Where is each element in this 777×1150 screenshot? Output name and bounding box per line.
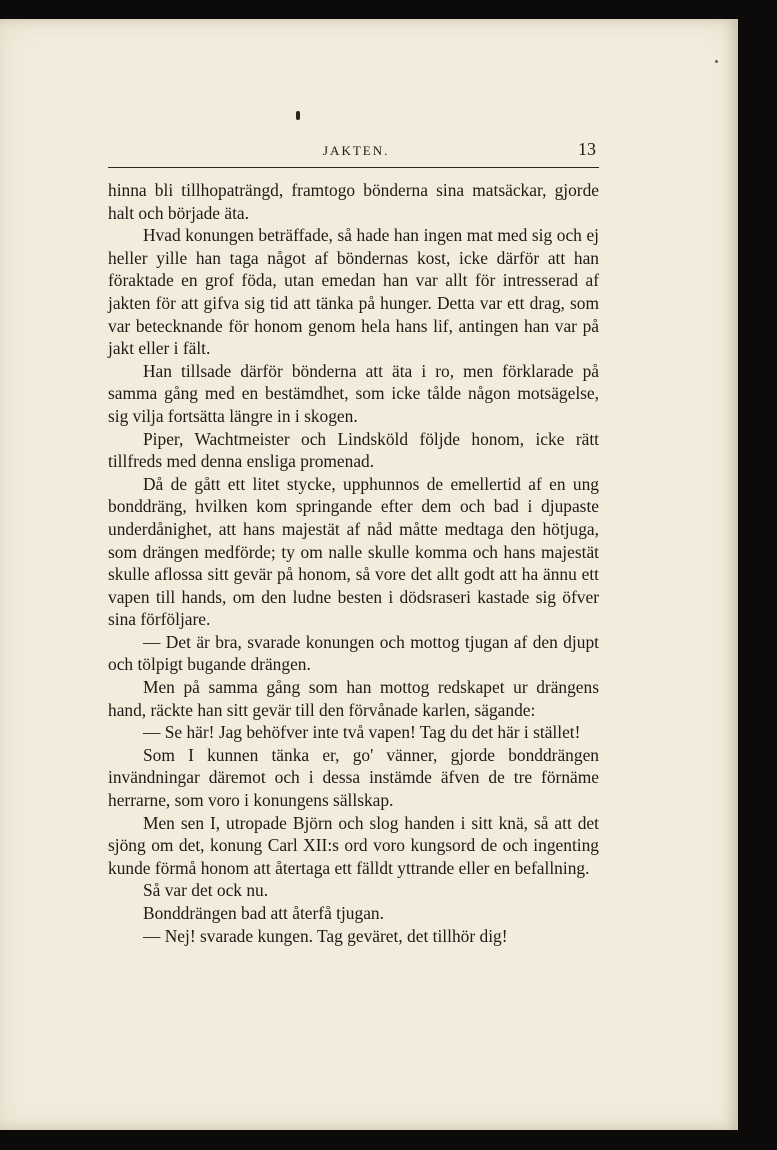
- book-page: [0, 19, 738, 1130]
- paragraph: Bonddrängen bad att återfå tjugan.: [143, 903, 384, 923]
- paper-spot: [715, 60, 718, 63]
- paragraph: Så var det ock nu.: [143, 880, 269, 901]
- paragraph: Hvad konungen beträffade, så hade han ingen mat med sig och ej heller yille han taga något af böndernas kost, icke därför att han föraktade en grof föda, utan emedan han var allt för intresserad af jakten för att gifva sig tid att tänka på hunger. Detta var ett drag, som var betecknande för honom genom hela hans lif, antingen han var på jakt eller i fält.: [108, 225, 599, 359]
- paragraph: — Se här! Jag behöfver inte två vapen! Tag du det här i stället!: [143, 722, 581, 743]
- body-text: [108, 179, 599, 947]
- paragraph: Han tillsade därför bönderna att äta i ro, men förklarade på samma gång med en bestämdhet, som icke tålde någon motsägelse, sig vilja fortsätta längre in i skogen.: [108, 360, 599, 426]
- page-number: 13: [578, 139, 596, 159]
- paragraph: Piper, Wachtmeister och Lindsköld följde honom, icke rätt tillfreds med denna ensliga promenad.: [108, 428, 599, 472]
- ink-speck: [296, 111, 300, 120]
- paragraph: hinna bli tillhopaträngd, framtogo bönderna sina matsäckar, gjorde halt och började äta.: [108, 180, 599, 223]
- paragraph: — Nej! svarade kungen. Tag geväret, det tillhör dig!: [143, 925, 508, 946]
- paragraph: Som I kunnen tänka er, go' vänner, gjorde bonddrängen invändningar däremot och i dessa instämde äfven de tre förnäme herrarne, som voro i konungens sällskap.: [108, 744, 599, 811]
- paragraph: Men sen I, utropade Björn och slog handen i sitt knä, så att det sjöng om det, konung Carl XII:s ord voro kungsord de och ingenting kunde förmå honom att återtaga ett fälldt yttrande eller en befallning.: [108, 812, 599, 878]
- paragraph: Men på samma gång som han mottog redskapet ur drängens hand, räckte han sitt gevär till den förvånade karlen, sägande:: [108, 677, 599, 720]
- paragraph: — Det är bra, svarade konungen och mottog tjugan af den djupt och tölpigt bugande drängen.: [108, 631, 599, 675]
- paragraph: Då de gått ett litet stycke, upphunnos de emellertid af en ung bonddräng, hvilken kom springande efter dem och bad i djupaste underdånighet, att hans majestät af nåd måtte medtaga den hötjuga, som drängen medförde; ty om nalle skulle komma och hans majestät skulle aflossa sitt gevär på honom, så vore det allt godt att ha ännu ett vapen till hands, om den ludne besten i dödsraseri kastade sig öfver sina förföljare.: [108, 473, 599, 630]
- header-rule: [108, 167, 599, 168]
- running-title: JAKTEN.: [323, 143, 390, 158]
